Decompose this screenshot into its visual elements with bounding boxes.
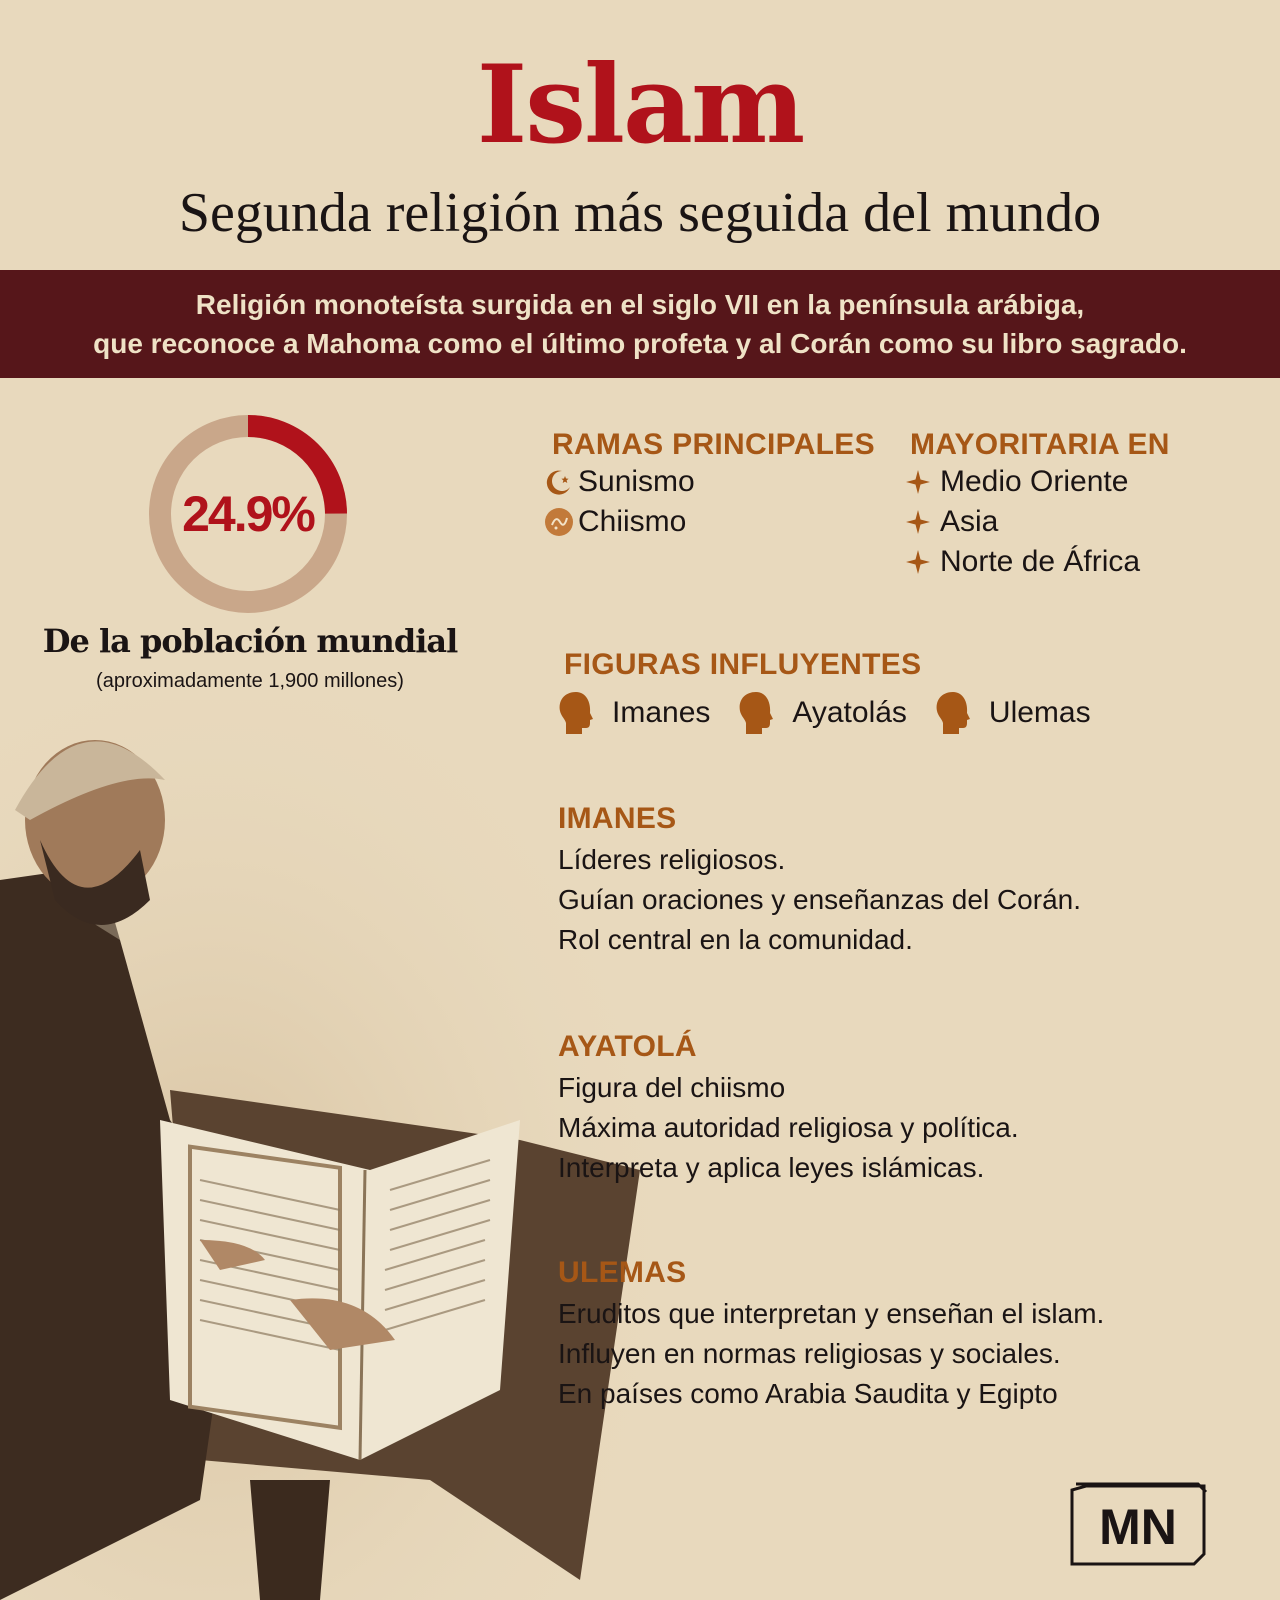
population-percent: 24.9% [182, 486, 314, 542]
imanes-line: Guían oraciones y enseñanzas del Corán. [558, 884, 1081, 915]
region-item [906, 462, 1170, 502]
region-item [906, 502, 1170, 542]
banner-line-2: que reconoce a Mahoma como el último profeta y al Corán como su libro sagrado. [93, 328, 1187, 359]
figuras-section [564, 648, 1117, 736]
population-label: De la población mundial [42, 622, 458, 660]
figura-label: Ulemas [988, 696, 1091, 729]
figura-item [736, 690, 907, 736]
ayatola-line: Máxima autoridad religiosa y política. [558, 1112, 1019, 1143]
figura-label: Ayatolás [792, 696, 907, 729]
mn-logo [1066, 1480, 1210, 1570]
head-profile-icon [736, 690, 776, 736]
ulemas-title: ULEMAS [558, 1256, 687, 1289]
imanes-line: Rol central en la comunidad. [558, 924, 913, 955]
figura-item [933, 690, 1091, 736]
rama-item-sunismo [544, 462, 875, 502]
figuras-title: FIGURAS INFLUYENTES [564, 648, 922, 681]
crescent-icon [544, 468, 578, 496]
star-icon [906, 510, 940, 534]
star-icon [906, 550, 940, 574]
logo-text: MN [1099, 1499, 1177, 1555]
imanes-line: Líderes religiosos. [558, 844, 786, 875]
ulemas-line: Influyen en normas religiosas y sociales. [558, 1338, 1061, 1369]
banner-line-1: Religión monoteísta surgida en el siglo VII en la península arábiga, [195, 289, 1085, 320]
mayoritaria-section [910, 428, 1170, 582]
imanes-title: IMANES [558, 802, 677, 835]
calligraphy-seal-icon [544, 507, 578, 537]
figura-item [556, 690, 710, 736]
ulemas-section [558, 1256, 1104, 1414]
page-title: Islam [476, 42, 804, 168]
population-sublabel: (aproximadamente 1,900 millones) [96, 670, 404, 692]
ramas-section [552, 428, 875, 542]
mayoritaria-title: MAYORITARIA EN [910, 428, 1170, 461]
ayatola-line: Interpreta y aplica leyes islámicas. [558, 1152, 985, 1183]
star-icon [906, 470, 940, 494]
region-label: Medio Oriente [940, 465, 1129, 498]
region-item [906, 542, 1170, 582]
head-profile-icon [556, 690, 596, 736]
ramas-title: RAMAS PRINCIPALES [552, 428, 875, 461]
region-label: Asia [940, 505, 999, 538]
rama-label: Sunismo [578, 465, 695, 498]
ulemas-line: Eruditos que interpretan y enseñan el islam. [558, 1298, 1105, 1329]
ayatola-line: Figura del chiismo [558, 1072, 786, 1103]
rama-label: Chiismo [578, 505, 687, 538]
figura-label: Imanes [612, 696, 711, 729]
ulemas-line: En países como Arabia Saudita y Egipto [558, 1378, 1058, 1409]
page-subtitle: Segunda religión más seguida del mundo [178, 182, 1102, 244]
rama-item-chiismo [544, 502, 875, 542]
imanes-section [558, 802, 1081, 960]
region-label: Norte de África [940, 545, 1141, 578]
intro-banner [0, 270, 1280, 378]
ayatola-section [558, 1030, 1019, 1188]
ayatola-title: AYATOLÁ [558, 1030, 697, 1063]
head-profile-icon [933, 690, 973, 736]
